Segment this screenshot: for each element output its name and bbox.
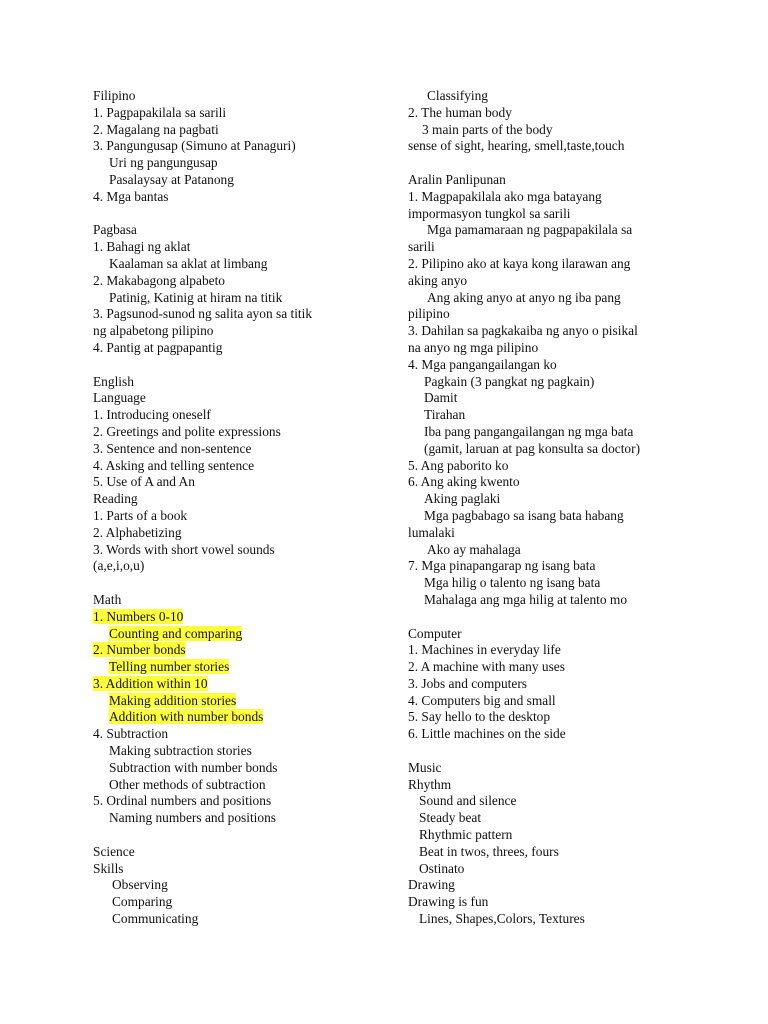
left-column [93,88,383,928]
text-line [408,340,698,357]
text-line [408,592,698,609]
text-line [93,709,383,726]
text-line [93,844,383,861]
line-text: 2. Pilipino ako at kaya kong ilarawan ang [408,255,631,271]
line-text: Sound and silence [419,793,517,809]
highlighted-text: 3. Addition within 10 [93,675,208,691]
text-line [408,441,698,458]
text-line [93,726,383,743]
line-text: Mahalaga ang mga hilig at talento mo [424,591,628,607]
text-line [93,810,383,827]
text-line [408,239,698,256]
line-text: 3. Pagsunod-sunod ng salita ayon sa titik [93,306,313,322]
line-text: Pagkain (3 pangkat ng pagkain) [424,373,595,389]
text-line [408,474,698,491]
text-line [93,659,383,676]
text-line [408,424,698,441]
highlighted-text: Addition with number bonds [109,709,264,725]
blank-line [408,743,698,760]
text-line [408,88,698,105]
text-line [408,760,698,777]
highlighted-text: 2. Number bonds [93,642,186,658]
text-line [408,861,698,878]
text-line [408,189,698,206]
line-text: sarili [408,239,435,255]
blank-line [93,206,383,223]
line-text: Mga pamamaraan ng pagpapakilala sa [427,222,633,238]
text-line [93,222,383,239]
line-text: Other methods of subtraction [109,776,266,792]
text-line [408,256,698,273]
line-text: 1. Parts of a book [93,507,188,523]
line-text: Beat in twos, threes, fours [419,843,559,859]
text-line [93,525,383,542]
line-text: 5. Ordinal numbers and positions [93,793,272,809]
text-line [93,877,383,894]
line-text: 5. Use of A and An [93,474,195,490]
line-text: 7. Mga pinapangarap ng isang bata [408,558,596,574]
line-text: Iba pang pangangailangan ng mga bata [424,423,634,439]
line-text: Pasalaysay at Patanong [109,171,234,187]
line-text: Drawing is fun [408,894,489,910]
text-line [93,155,383,172]
text-line [408,709,698,726]
text-line [93,374,383,391]
text-line [408,810,698,827]
line-text: Computer [408,625,462,641]
text-line [93,693,383,710]
text-line [93,592,383,609]
highlighted-text: 1. Numbers 0-10 [93,608,184,624]
line-text: 3. Pangungusap (Simuno at Panaguri) [93,138,296,154]
text-line [93,743,383,760]
line-text: Mga hilig o talento ng isang bata [424,575,601,591]
line-text: 4. Subtraction [93,726,169,742]
text-line [408,374,698,391]
line-text: Skills [93,860,124,876]
text-line [408,844,698,861]
text-line [93,508,383,525]
line-text: Music [408,759,442,775]
text-line [93,793,383,810]
text-line [408,676,698,693]
text-line [408,172,698,189]
line-text: Lines, Shapes,Colors, Textures [419,911,585,927]
text-line [408,390,698,407]
line-text: 3. Jobs and computers [408,675,528,691]
text-line [408,626,698,643]
text-line [93,777,383,794]
line-text: Kaalaman sa aklat at limbang [109,255,268,271]
text-line [408,525,698,542]
text-line [93,424,383,441]
line-text: Drawing [408,877,455,893]
text-line [408,793,698,810]
text-line [93,894,383,911]
text-line [408,138,698,155]
text-line [93,323,383,340]
line-text: 6. Ang aking kwento [408,474,520,490]
line-text: 3. Dahilan sa pagkakaiba ng anyo o pisikal [408,323,638,339]
right-column [408,88,698,928]
line-text: Reading [93,491,138,507]
text-line [93,626,383,643]
text-line [93,760,383,777]
line-text: Filipino [93,88,136,103]
text-line [408,122,698,139]
text-line [408,491,698,508]
line-text: 6. Little machines on the side [408,726,566,742]
line-text: Ako ay mahalaga [427,541,521,557]
text-line [408,659,698,676]
text-line [408,642,698,659]
line-text: Rhythm [408,776,452,792]
blank-line [93,575,383,592]
line-text: 2. Greetings and polite expressions [93,423,281,439]
text-line [93,542,383,559]
line-text: Comparing [112,894,173,910]
text-line [93,122,383,139]
line-text: (a,e,i,o,u) [93,558,145,574]
blank-line [408,155,698,172]
text-line [93,407,383,424]
text-line [408,407,698,424]
line-text: 3 main parts of the body [422,121,553,137]
line-text: Communicating [112,911,199,927]
text-line [408,273,698,290]
line-text: Ang aking anyo at anyo ng iba pang [427,289,621,305]
text-line [93,273,383,290]
text-line [408,911,698,928]
text-line [93,676,383,693]
text-line [93,861,383,878]
text-line [93,256,383,273]
line-text: 2. The human body [408,104,512,120]
text-line [408,306,698,323]
text-line [408,726,698,743]
text-line [93,474,383,491]
text-line [408,777,698,794]
line-text: 4. Mga bantas [93,188,169,204]
text-line [93,390,383,407]
text-line [408,877,698,894]
blank-line [93,357,383,374]
text-line [408,323,698,340]
line-text: 4. Asking and telling sentence [93,457,255,473]
text-line [408,458,698,475]
text-line [93,642,383,659]
line-text: 1. Pagpapakilala sa sarili [93,104,227,120]
line-text: Math [93,591,122,607]
text-line [408,894,698,911]
text-line [408,206,698,223]
text-line [408,693,698,710]
text-line [93,609,383,626]
line-text: lumalaki [408,524,455,540]
line-text: pilipino [408,306,450,322]
line-text: Patinig, Katinig at hiram na titik [109,289,283,305]
line-text: sense of sight, hearing, smell,taste,touch [408,138,625,154]
text-line [93,558,383,575]
line-text: impormasyon tungkol sa sarili [408,205,571,221]
line-text: 3. Sentence and non-sentence [93,440,252,456]
text-line [93,138,383,155]
line-text: 1. Machines in everyday life [408,642,561,658]
line-text: 4. Mga pangangailangan ko [408,356,557,372]
text-line [93,340,383,357]
line-text: Classifying [427,88,489,103]
text-line [408,558,698,575]
line-text: Subtraction with number bonds [109,759,278,775]
line-text: 4. Computers big and small [408,692,556,708]
text-line [408,357,698,374]
line-text: ng alpabetong pilipino [93,323,214,339]
line-text: Naming numbers and positions [109,810,276,826]
line-text: 2. Alphabetizing [93,524,182,540]
line-text: Making subtraction stories [109,743,252,759]
line-text: 1. Introducing oneself [93,407,211,423]
line-text: Tirahan [424,407,466,423]
line-text: (gamit, laruan at pag konsulta sa doctor) [424,440,641,456]
line-text: 5. Ang paborito ko [408,457,509,473]
text-line [408,508,698,525]
text-line [93,491,383,508]
line-text: Rhythmic pattern [419,827,513,843]
line-text: 4. Pantig at pagpapantig [93,339,223,355]
text-line [93,105,383,122]
highlighted-text: Telling number stories [109,659,230,675]
text-line [93,290,383,307]
text-line [93,911,383,928]
line-text: 2. A machine with many uses [408,659,565,675]
line-text: 3. Words with short vowel sounds [93,541,275,557]
line-text: Mga pagbabago sa isang bata habang [424,507,624,523]
line-text: Observing [112,877,168,893]
line-text: 2. Magalang na pagbati [93,121,219,137]
text-line [408,827,698,844]
text-line [93,88,383,105]
line-text: Ostinato [419,860,465,876]
text-line [408,105,698,122]
blank-line [408,609,698,626]
highlighted-text: Counting and comparing [109,625,243,641]
line-text: Damit [424,390,458,406]
line-text: aking anyo [408,272,468,288]
text-line [93,172,383,189]
text-line [93,458,383,475]
line-text: 1. Bahagi ng aklat [93,239,191,255]
line-text: Language [93,390,146,406]
highlighted-text: Making addition stories [109,692,237,708]
line-text: Aralin Panlipunan [408,171,506,187]
line-text: Pagbasa [93,222,137,238]
line-text: English [93,373,134,389]
line-text: na anyo ng mga pilipino [408,339,539,355]
text-line [93,239,383,256]
line-text: Uri ng pangungusap [109,155,218,171]
text-line [408,222,698,239]
text-line [408,542,698,559]
text-line [408,575,698,592]
line-text: Aking paglaki [424,491,501,507]
blank-line [93,827,383,844]
line-text: 2. Makabagong alpabeto [93,272,226,288]
line-text: 1. Magpapakilala ako mga batayang [408,188,602,204]
text-line [408,290,698,307]
text-line [93,441,383,458]
line-text: Science [93,843,135,859]
line-text: Steady beat [419,810,482,826]
line-text: 5. Say hello to the desktop [408,709,551,725]
text-line [93,189,383,206]
text-line [93,306,383,323]
